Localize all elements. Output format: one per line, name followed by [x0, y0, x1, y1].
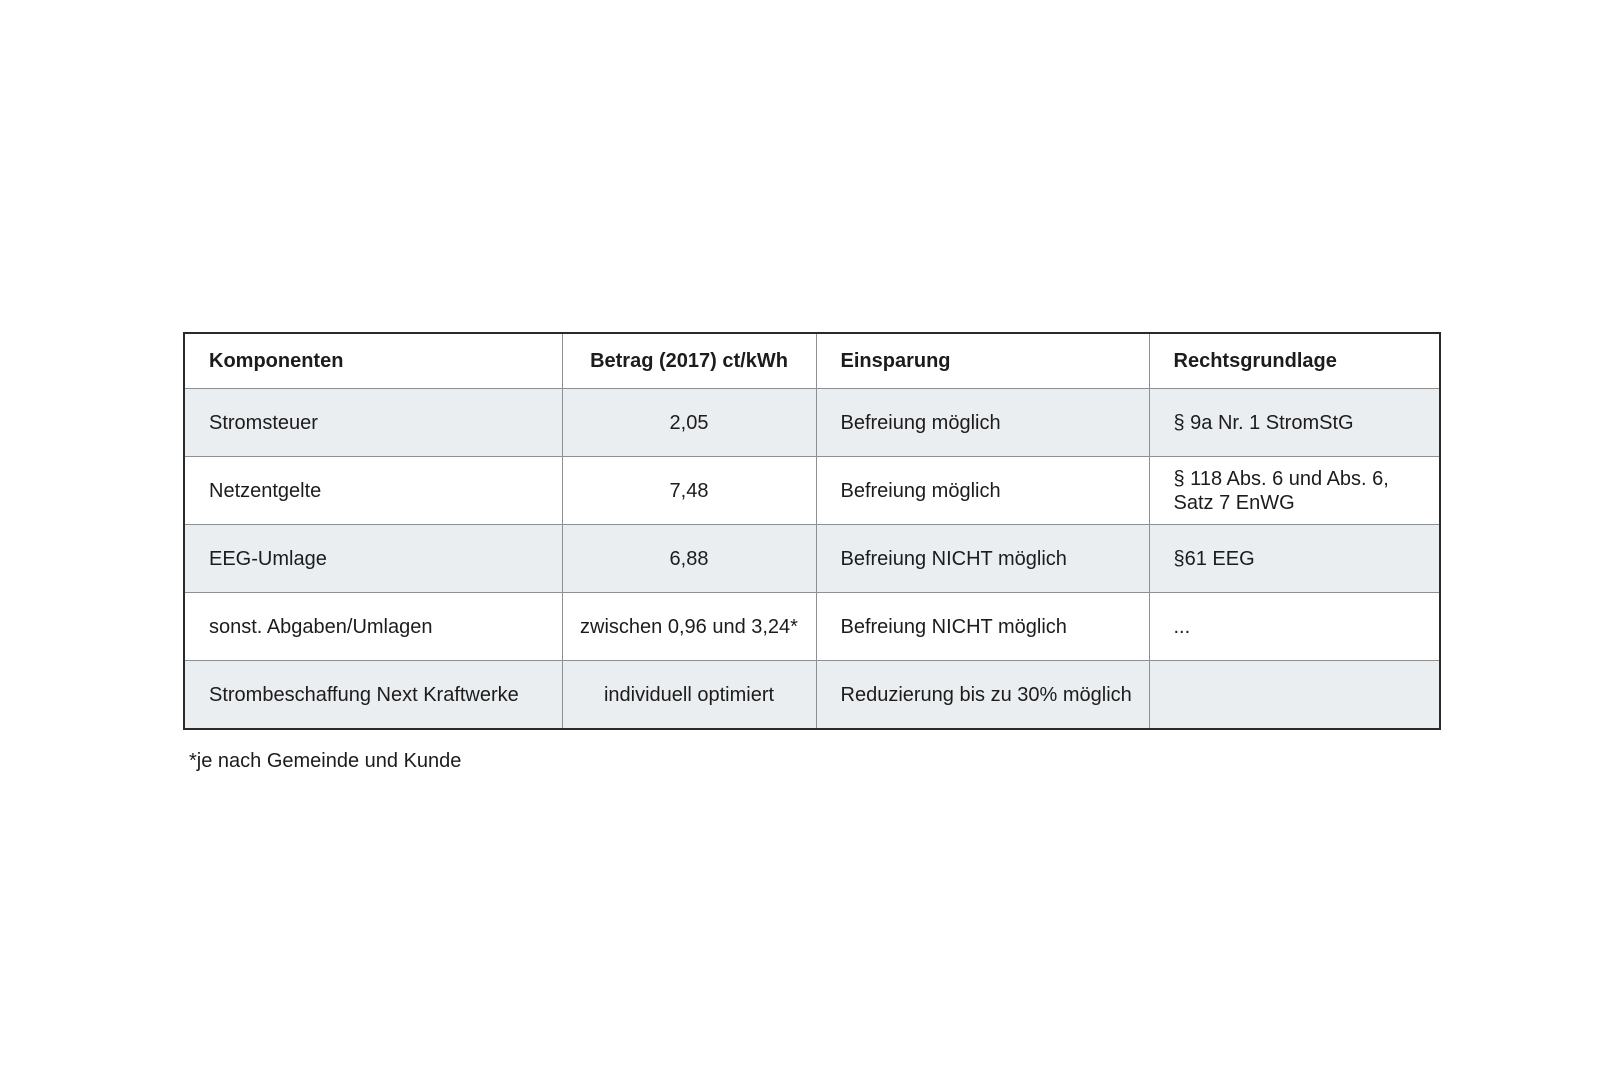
- cell-rechtsgrundlage: [1149, 661, 1440, 730]
- cell-einsparung: Befreiung NICHT möglich: [816, 593, 1149, 661]
- cell-betrag: 7,48: [562, 457, 816, 525]
- column-header-betrag: Betrag (2017) ct/kWh: [562, 333, 816, 389]
- cell-betrag: individuell optimiert: [562, 661, 816, 730]
- column-header-komponenten: Komponenten: [184, 333, 562, 389]
- table-footnote: *je nach Gemeinde und Kunde: [189, 750, 462, 772]
- cell-betrag: zwischen 0,96 und 3,24*: [562, 593, 816, 661]
- cell-einsparung: Befreiung NICHT möglich: [816, 525, 1149, 593]
- cell-rechtsgrundlage: §61 EEG: [1149, 525, 1440, 593]
- cell-rechtsgrundlage: § 118 Abs. 6 und Abs. 6, Satz 7 EnWG: [1149, 457, 1440, 525]
- column-header-einsparung: Einsparung: [816, 333, 1149, 389]
- cell-einsparung: Befreiung möglich: [816, 457, 1149, 525]
- cell-komponente: Strombeschaffung Next Kraftwerke: [184, 661, 562, 730]
- cell-komponente: Stromsteuer: [184, 389, 562, 457]
- cell-rechtsgrundlage: ...: [1149, 593, 1440, 661]
- table-row: [184, 525, 1440, 593]
- table-row: [184, 457, 1440, 525]
- cell-betrag: 2,05: [562, 389, 816, 457]
- table-row: [184, 661, 1440, 730]
- cell-einsparung: Befreiung möglich: [816, 389, 1149, 457]
- cost-components-table: [183, 332, 1441, 730]
- cell-rechtsgrundlage: § 9a Nr. 1 StromStG: [1149, 389, 1440, 457]
- cell-komponente: sonst. Abgaben/Umlagen: [184, 593, 562, 661]
- cell-komponente: Netzentgelte: [184, 457, 562, 525]
- table-row: [184, 593, 1440, 661]
- cell-einsparung: Reduzierung bis zu 30% möglich: [816, 661, 1149, 730]
- cell-betrag: 6,88: [562, 525, 816, 593]
- cell-komponente: EEG-Umlage: [184, 525, 562, 593]
- column-header-rechtsgrundlage: Rechtsgrundlage: [1149, 333, 1440, 389]
- cost-components-table-container: [183, 332, 1439, 730]
- table-header-row: [184, 333, 1440, 389]
- table-row: [184, 389, 1440, 457]
